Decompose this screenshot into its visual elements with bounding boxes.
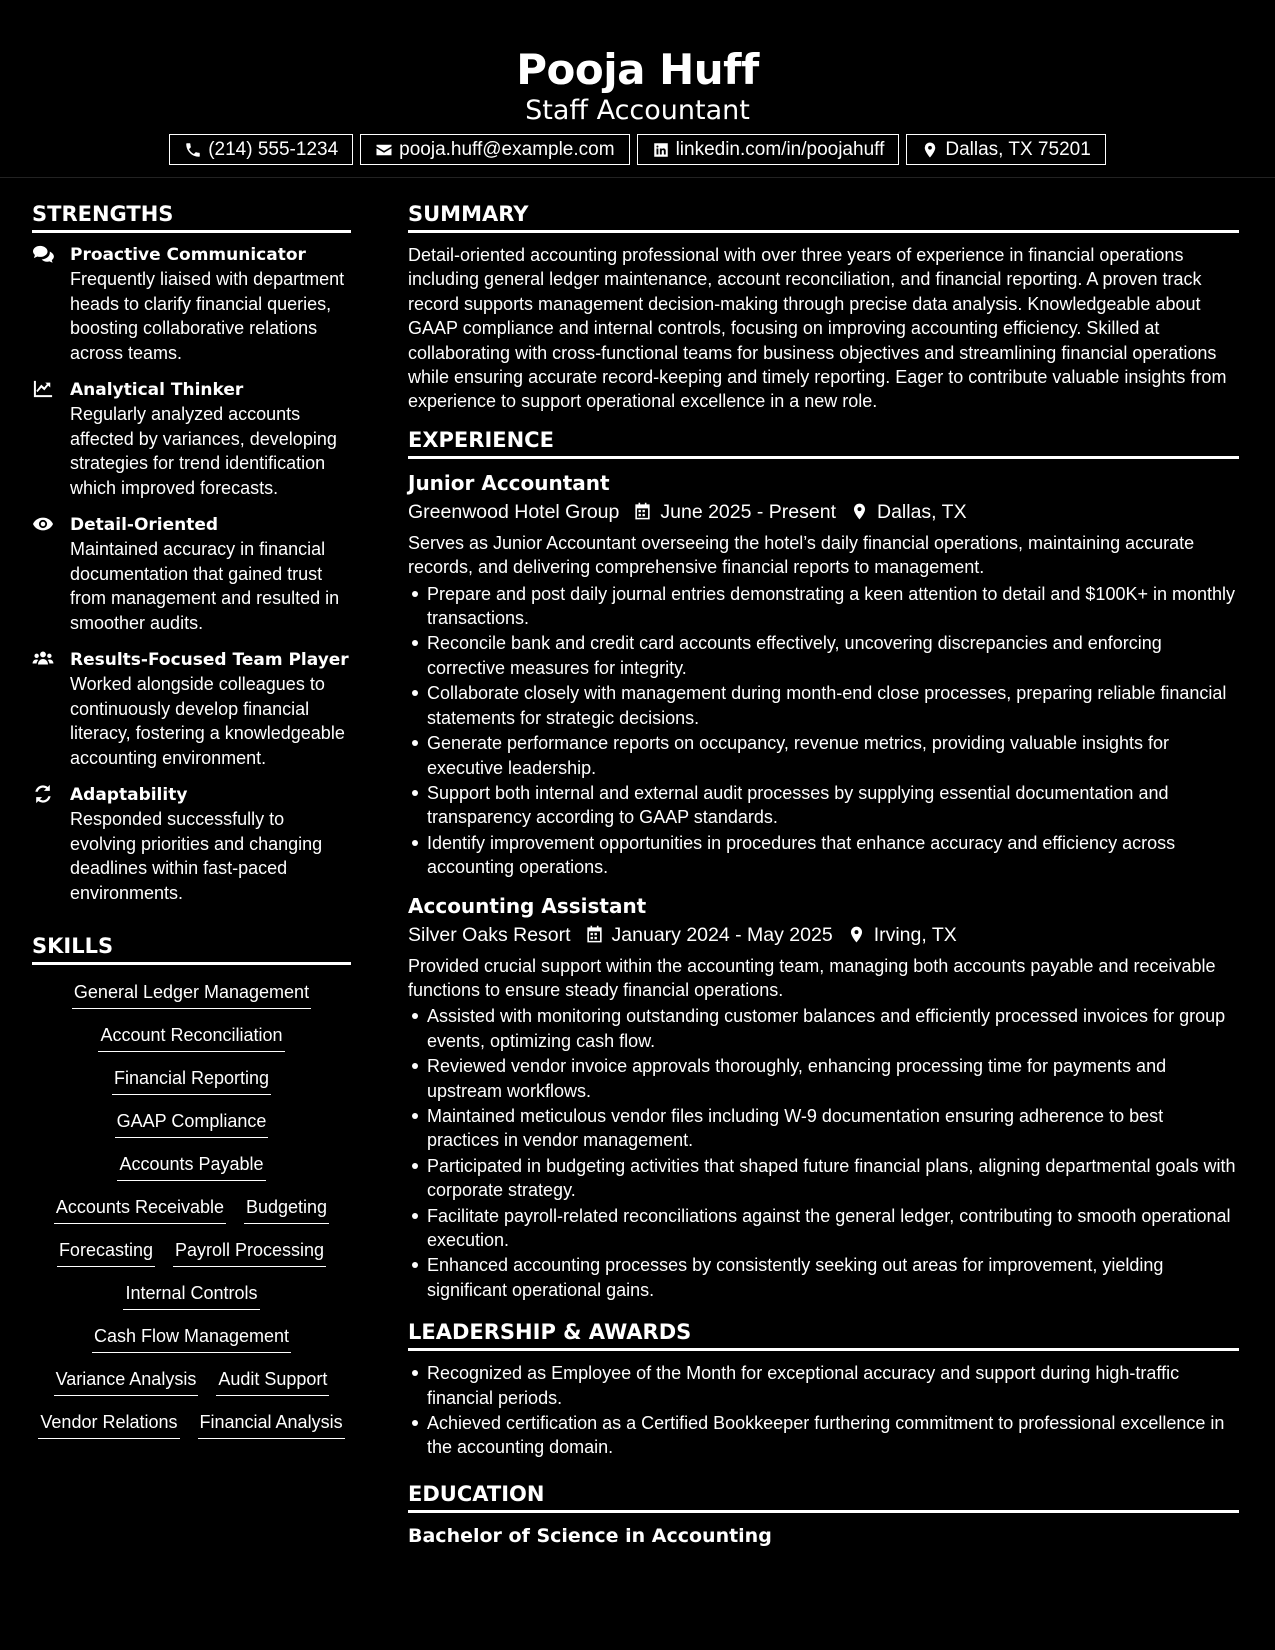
summary-text: Detail-oriented accounting professional with over three years of experience in financial operations including general ledger maintenance, account reconciliation, and financial reporting. A proven track record supports management decision-making through precise data analysis. Knowledgeable about GAAP compliance and internal controls, focusing on improving accounting efficiency. Skilled at collaborating with cross-functional teams for business objectives and streamlining financial operations while ensuring accurate record-keeping and timely reporting. Eager to contribute valuable insights from experience to support operational excellence in a new role. [408,245,1227,412]
job-description: Serves as Junior Accountant overseeing the hotel’s daily financial operations, maintaining accurate records, and delivering comprehensive financial reports to management. [408,532,1195,578]
skill-tag: Internal Controls [123,1282,259,1310]
strength-title: Results-Focused Team Player [70,650,349,670]
candidate-title: Staff Accountant [525,95,750,126]
strength-desc: Regularly analyzed accounts affected by variances, developing strategies for trend identification which improved forecasts. [70,404,337,498]
strengths-heading: STRENGTHS [32,200,351,233]
list-item: Enhanced accounting processes by consistently seeking out areas for improvement, yielding significant operational gains. [408,1253,1239,1302]
job-title: Accounting Assistant [408,893,647,918]
job-location: Irving, TX [873,923,957,946]
calendar-icon [633,502,652,521]
strength-item [32,513,351,635]
skill-tag: Accounts Receivable [54,1196,226,1224]
linkedin-icon [652,141,670,159]
summary-heading: SUMMARY [408,200,1239,233]
map-pin-icon [850,502,869,521]
strength-item [32,783,351,905]
awards-list [408,1361,1239,1460]
list-item: Collaborate closely with management during month-end close processes, preparing reliable financial statements for strategic decisions. [408,681,1239,730]
skill-tag: General Ledger Management [72,981,311,1009]
skill-tag: Financial Analysis [198,1411,345,1439]
list-item: Recognized as Employee of the Month for exceptional accuracy and support during high-traffic financial periods. [408,1361,1239,1410]
job-meta [408,497,1239,527]
skill-tag: Forecasting [57,1239,155,1267]
strength-desc: Worked alongside colleagues to continuously develop financial literacy, fostering a knowledgeable accounting environment. [70,674,345,768]
experience-heading: EXPERIENCE [408,426,1239,459]
job-dates: June 2025 - Present [660,500,836,523]
job-location-item [847,920,957,950]
skill-tag: Payroll Processing [173,1239,326,1267]
calendar-icon [585,925,604,944]
skill-tag: Audit Support [216,1368,329,1396]
comments-icon [32,244,54,264]
job-entry [408,892,1239,1303]
phone-icon [184,141,202,159]
strength-item [32,648,351,770]
list-item: Maintained meticulous vendor files including W-9 documentation ensuring adherence to best practices in vendor management. [408,1104,1239,1153]
skill-tag: Vendor Relations [38,1411,179,1439]
list-item: Prepare and post daily journal entries demonstrating a keen attention to detail and $100K+ in monthly transactions. [408,582,1239,631]
right-column [408,200,1239,1549]
strength-item [32,378,351,500]
contact-email[interactable] [360,134,629,165]
skill-tag: Account Reconciliation [98,1024,284,1052]
contact-linkedin[interactable] [637,134,900,165]
strength-desc: Frequently liaised with department heads to clarify financial queries, boosting collaborative relations across teams. [70,269,345,363]
contact-location-text: Dallas, TX 75201 [945,138,1091,160]
skill-tag: Financial Reporting [112,1067,271,1095]
map-pin-icon [847,925,866,944]
skill-tag: Variance Analysis [54,1368,199,1396]
left-column [32,200,351,1439]
job-dates-item [585,920,833,950]
job-bullets [408,582,1239,880]
skill-tag: GAAP Compliance [115,1110,269,1138]
users-icon [32,649,54,669]
strength-item [32,243,351,365]
job-location: Dallas, TX [877,500,967,523]
skill-tag: Accounts Payable [117,1153,265,1181]
strength-title: Detail-Oriented [70,515,219,535]
strength-title: Adaptability [70,785,188,805]
list-item: Identify improvement opportunities in procedures that enhance accuracy and efficiency across accounting operations. [408,831,1239,880]
map-pin-icon [921,141,939,159]
skill-tag: Budgeting [244,1196,329,1224]
list-item: Reconcile bank and credit card accounts effectively, uncovering discrepancies and enforcing corrective measures for integrity. [408,631,1239,680]
education-heading: EDUCATION [408,1480,1239,1513]
job-title: Junior Accountant [408,470,610,495]
list-item: Generate performance reports on occupancy, revenue metrics, providing valuable insights for executive leadership. [408,731,1239,780]
list-item: Facilitate payroll-related reconciliations against the general ledger, contributing to smooth operational execution. [408,1204,1239,1253]
contact-linkedin-text: linkedin.com/in/poojahuff [675,138,885,160]
eye-icon [32,514,54,534]
job-dates: January 2024 - May 2025 [611,923,833,946]
job-company: Greenwood Hotel Group [408,500,620,523]
job-bullets [408,1004,1239,1302]
contact-location [906,134,1105,165]
sync-icon [32,784,54,804]
strength-desc: Responded successfully to evolving priorities and changing deadlines within fast-paced environments. [70,809,323,903]
list-item: Reviewed vendor invoice approvals thoroughly, enhancing processing time for payments and upstream workflows. [408,1054,1239,1103]
skill-tag: Cash Flow Management [92,1325,291,1353]
skills-heading: SKILLS [32,932,351,965]
job-location-item [850,497,967,527]
list-item: Support both internal and external audit processes by supplying essential documentation and transparency according to GAAP standards. [408,781,1239,830]
job-description: Provided crucial support within the accounting team, managing both accounts payable and receivable functions to ensure steady financial operations. [408,955,1216,1000]
resume-header [0,0,1275,178]
contact-phone-text: (214) 555-1234 [208,138,339,160]
list-item: Assisted with monitoring outstanding customer balances and efficiently processed invoices for group events, optimizing cash flow. [408,1004,1239,1053]
strength-title: Proactive Communicator [70,245,306,265]
skills-list [32,975,351,1439]
job-dates-item [633,497,836,527]
envelope-icon [375,141,393,159]
job-company: Silver Oaks Resort [408,923,571,946]
strength-desc: Maintained accuracy in financial documentation that gained trust from management and resulted in smoother audits. [70,539,340,633]
awards-heading: LEADERSHIP & AWARDS [408,1318,1239,1351]
contact-bar [0,134,1275,165]
contact-phone[interactable] [169,134,353,165]
list-item: Achieved certification as a Certified Bookkeeper furthering commitment to professional excellence in the accounting domain. [408,1411,1239,1460]
list-item: Participated in budgeting activities that shaped future financial plans, aligning departmental goals with corporate strategy. [408,1154,1239,1203]
candidate-name: Pooja Huff [516,45,759,94]
strength-title: Analytical Thinker [70,380,244,400]
contact-email-text: pooja.huff@example.com [399,138,615,160]
education-degree: Bachelor of Science in Accounting [408,1524,772,1547]
job-meta [408,920,1239,950]
line-chart-icon [32,379,54,399]
job-entry [408,469,1239,880]
